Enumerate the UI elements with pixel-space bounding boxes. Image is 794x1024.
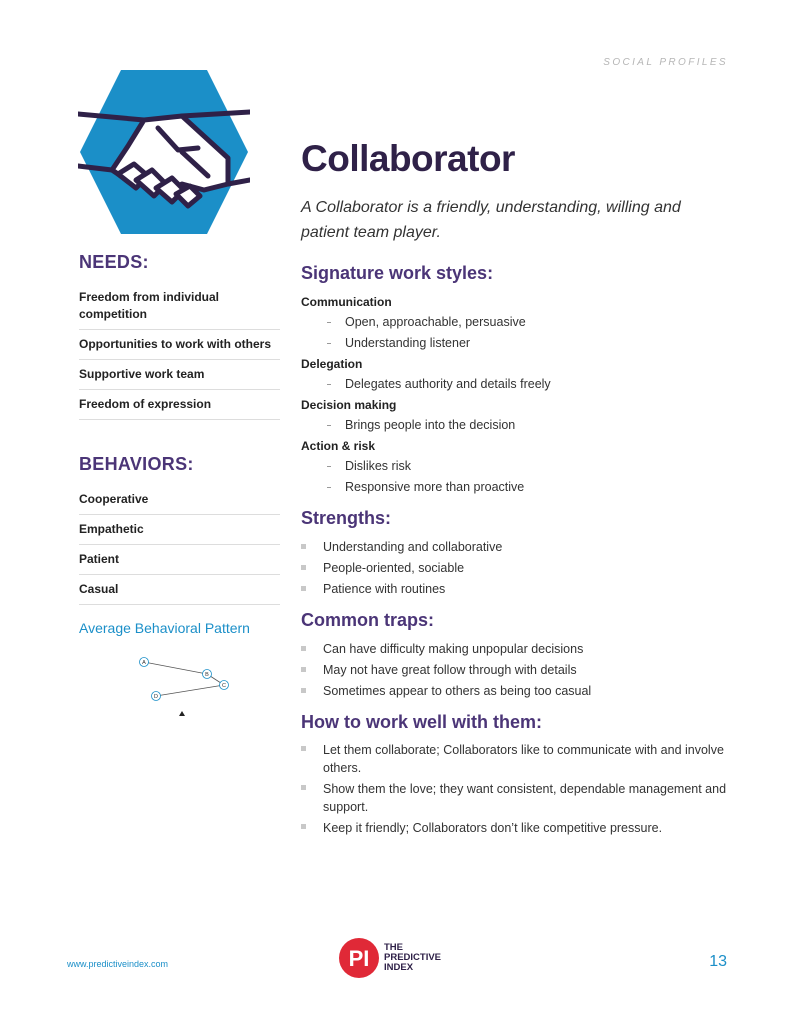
needs-list: [79, 283, 280, 420]
work-styles: [301, 292, 731, 498]
work-item: Keep it friendly; Collaborators don’t like competitive pressure.: [301, 819, 731, 837]
traps-title: Common traps:: [301, 610, 435, 630]
behaviors-item: Cooperative: [79, 485, 280, 515]
footer-url-link[interactable]: www.predictiveindex.com: [67, 959, 169, 969]
lead-paragraph: A Collaborator is a friendly, understanding, willing and patient team player.: [301, 199, 681, 241]
pattern-label-d: D: [154, 694, 158, 701]
behaviors-item: Patient: [79, 545, 280, 575]
style-item: Brings people into the decision: [301, 415, 731, 436]
work-item: Show them the love; they want consistent, dependable management and support.: [301, 780, 731, 816]
pattern-point-d: [152, 692, 161, 701]
style-group-list: [301, 415, 731, 436]
style-group-list: [301, 312, 731, 354]
needs-title: NEEDS:: [79, 252, 149, 272]
work-title: How to work well with them:: [301, 712, 543, 732]
traps-list: [301, 639, 731, 702]
behaviors-title: BEHAVIORS:: [79, 454, 194, 474]
style-item: Open, approachable, persuasive: [301, 312, 731, 333]
style-group-label: Communication: [301, 295, 392, 309]
strength-item: Understanding and collaborative: [301, 537, 731, 558]
logo-text-line: THE: [384, 942, 403, 953]
pattern-point-b: [203, 670, 212, 679]
pattern-label-c: C: [222, 683, 226, 690]
left-column: [79, 252, 280, 720]
needs-item: Opportunities to work with others: [79, 330, 280, 360]
strengths-list: [301, 537, 731, 600]
behaviors-item: Empathetic: [79, 515, 280, 545]
behaviors-section: [79, 454, 280, 605]
style-group-list: [301, 374, 731, 395]
style-group-label: Action & risk: [301, 439, 376, 453]
strength-item: Patience with routines: [301, 579, 731, 600]
trap-item: May not have great follow through with details: [301, 660, 731, 681]
logo-text-line: INDEX: [384, 962, 414, 973]
needs-item: Freedom from individual competition: [79, 283, 280, 330]
styles-title: Signature work styles:: [301, 263, 494, 283]
section-label: SOCIAL PROFILES: [603, 57, 728, 68]
style-item: Delegates authority and details freely: [301, 374, 731, 395]
pattern-point-c: [220, 681, 229, 690]
behaviors-item: Casual: [79, 575, 280, 605]
predictive-index-logo: [338, 933, 468, 983]
main-column: [301, 138, 731, 847]
style-group-label: Decision making: [301, 398, 397, 412]
style-group-list: [301, 456, 731, 498]
style-item: Understanding listener: [301, 333, 731, 354]
logo-mark: PI: [348, 946, 370, 971]
pattern-marker-icon: [179, 711, 185, 716]
needs-item: Supportive work team: [79, 360, 280, 390]
pattern-label-b: B: [205, 672, 209, 679]
pattern-point-a: [140, 658, 149, 667]
logo-text-line: PREDICTIVE: [384, 952, 442, 963]
handshake-icon: [78, 66, 250, 238]
trap-item: Can have difficulty making unpopular decisions: [301, 639, 731, 660]
behaviors-list: [79, 485, 280, 605]
style-group-label: Delegation: [301, 357, 363, 371]
needs-item: Freedom of expression: [79, 390, 280, 420]
trap-item: Sometimes appear to others as being too casual: [301, 681, 731, 702]
behavioral-pattern-diagram: [131, 650, 241, 720]
strengths-title: Strengths:: [301, 508, 391, 528]
style-item: Responsive more than proactive: [301, 477, 731, 498]
pattern-title: Average Behavioral Pattern: [79, 620, 250, 636]
page-number: 13: [709, 953, 727, 970]
pattern-label-a: A: [142, 660, 146, 667]
page-title: Collaborator: [301, 138, 515, 179]
style-item: Dislikes risk: [301, 456, 731, 477]
work-item: Let them collaborate; Collaborators like to communicate with and involve others.: [301, 741, 731, 777]
strength-item: People-oriented, sociable: [301, 558, 731, 579]
work-list: [301, 741, 731, 837]
